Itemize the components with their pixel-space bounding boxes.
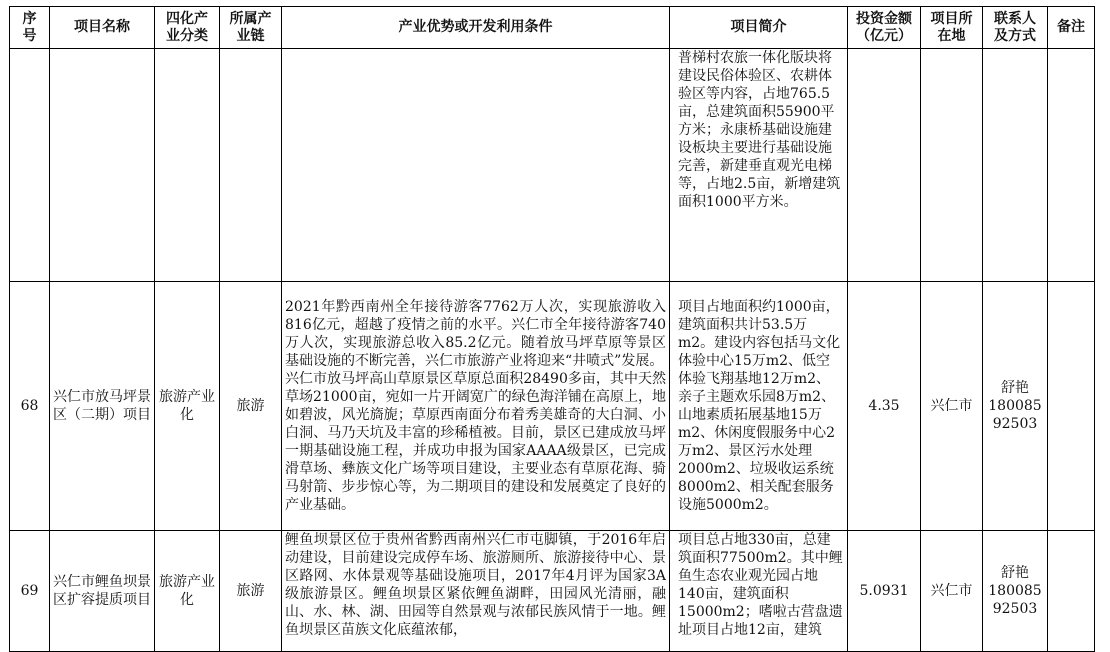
- cell-location: 兴仁市: [921, 531, 983, 652]
- cell-summary: [670, 531, 848, 652]
- cell-seq: 68: [10, 282, 50, 531]
- summary-text: 项目占地面积约1000亩，建筑面积共计53.5万m2。建设内容包括马文化体验中心15万m2、低空体验飞翔基地12万m2、亲子主题欢乐园8万m2、山地素质拓展基地15万m2、休闲度假服务中心2万m2、景区污水处理2000m2、垃圾收运系统8000m2、相关配套服务设施5000m2。: [678, 299, 841, 513]
- cell-category: 旅游产业化: [155, 282, 220, 531]
- cell-contact: 舒艳 180085 92503: [983, 282, 1048, 531]
- project-table: [9, 6, 1095, 652]
- advantages-paragraph: 兴仁市放马坪高山草原景区草原总面积28490多亩，其中天然草场21000亩，宛如一片开阔宽广的绿色海洋铺在高原上，地如碧波，风光旖旎；草原西南面分布着秀美雄奇的大白洞、小白洞、马乃天坑及丰富的珍稀植被。目前，景区已建成放马坪一期基础设施工程，并成功申报为国家AAAA级景区，已完成滑草场、彝族文化广场等项目建设，主要业态有草原花海、骑马射箭、步步惊心等，为二期项目的建设和发展奠定了良好的产业基础。: [285, 371, 666, 513]
- header-remarks: 备注: [1048, 7, 1095, 49]
- cell-location: 兴仁市: [921, 282, 983, 531]
- advantages-paragraph: 2021年黔西南州全年接待游客7762万人次，实现旅游收入816亿元，超越了疫情之前的水平。兴仁市全年接待游客740万人次，实现旅游总收入85.2亿元。随着放马坪草原等景区基础设施的不断完善，兴仁市旅游产业将迎来“井喷式”发展。: [285, 299, 666, 369]
- cell-chain: 旅游: [220, 282, 282, 531]
- header-seq: 序 号: [10, 7, 50, 49]
- cell-location: [921, 49, 983, 282]
- summary-text: 项目总占地330亩，总建筑面积77500m2。其中鲤鱼生态农业观光园占地140亩，建筑面积15000m2；嗜啦古营盘遗址项目占地12亩，建筑: [678, 532, 843, 638]
- cell-name: 兴仁市放马坪景区（二期）项目: [50, 282, 155, 531]
- cell-contact: [983, 49, 1048, 282]
- cell-remarks: [1048, 49, 1095, 282]
- cell-contact: 舒艳 180085 92503: [983, 531, 1048, 652]
- cell-investment: 5.0931: [848, 531, 921, 652]
- header-name: 项目名称: [50, 7, 155, 49]
- advantages-paragraph: 鲤鱼坝景区位于贵州省黔西南州兴仁市屯脚镇，于2016年启动建设，目前建设完成停车场、旅游厕所、旅游接待中心、景区路网、水体景观等基础设施项目，2017年4月评为国家3A级旅游景区。鲤鱼坝景区紧依鲤鱼湖畔，田园风光清丽，融山、水、林、湖、田园等自然景观与浓郁民族风情于一地。鲤鱼坝景区苗族文化底蕴浓郁，: [285, 532, 666, 638]
- header-chain: 所属产 业链: [220, 7, 282, 49]
- cell-advantages: [282, 531, 670, 652]
- cell-category: [155, 49, 220, 282]
- cell-advantages: [282, 282, 670, 531]
- table-row: [10, 49, 1095, 282]
- cell-chain: [220, 49, 282, 282]
- cell-advantages: [282, 49, 670, 282]
- cell-seq: 69: [10, 531, 50, 652]
- table-row: [10, 282, 1095, 531]
- cell-summary: [670, 282, 848, 531]
- cell-category: 旅游产业化: [155, 531, 220, 652]
- cell-name: 兴仁市鲤鱼坝景区扩容提质项目: [50, 531, 155, 652]
- header-category: 四化产 业分类: [155, 7, 220, 49]
- cell-seq: [10, 49, 50, 282]
- cell-chain: 旅游: [220, 531, 282, 652]
- header-advantages: 产业优势或开发利用条件: [282, 7, 670, 49]
- cell-remarks: [1048, 531, 1095, 652]
- cell-name: [50, 49, 155, 282]
- cell-summary: [670, 49, 848, 282]
- table-row: [10, 531, 1095, 652]
- summary-text: 普梯村农旅一体化版块将建设民俗体验区、农耕体验区等内容，占地765.5亩，总建筑面积55900平方米；永康桥基础设施建设板块主要进行基础设施完善，新建垂直观光电梯等，占地2.5亩，新增建筑面积1000平方米。: [678, 50, 841, 210]
- header-row: [10, 7, 1095, 49]
- header-contact: 联系人 及方式: [983, 7, 1048, 49]
- header-summary: 项目简介: [670, 7, 848, 49]
- header-investment: 投资金额 （亿元）: [848, 7, 921, 49]
- cell-remarks: [1048, 282, 1095, 531]
- cell-investment: 4.35: [848, 282, 921, 531]
- cell-investment: [848, 49, 921, 282]
- header-location: 项目所 在地: [921, 7, 983, 49]
